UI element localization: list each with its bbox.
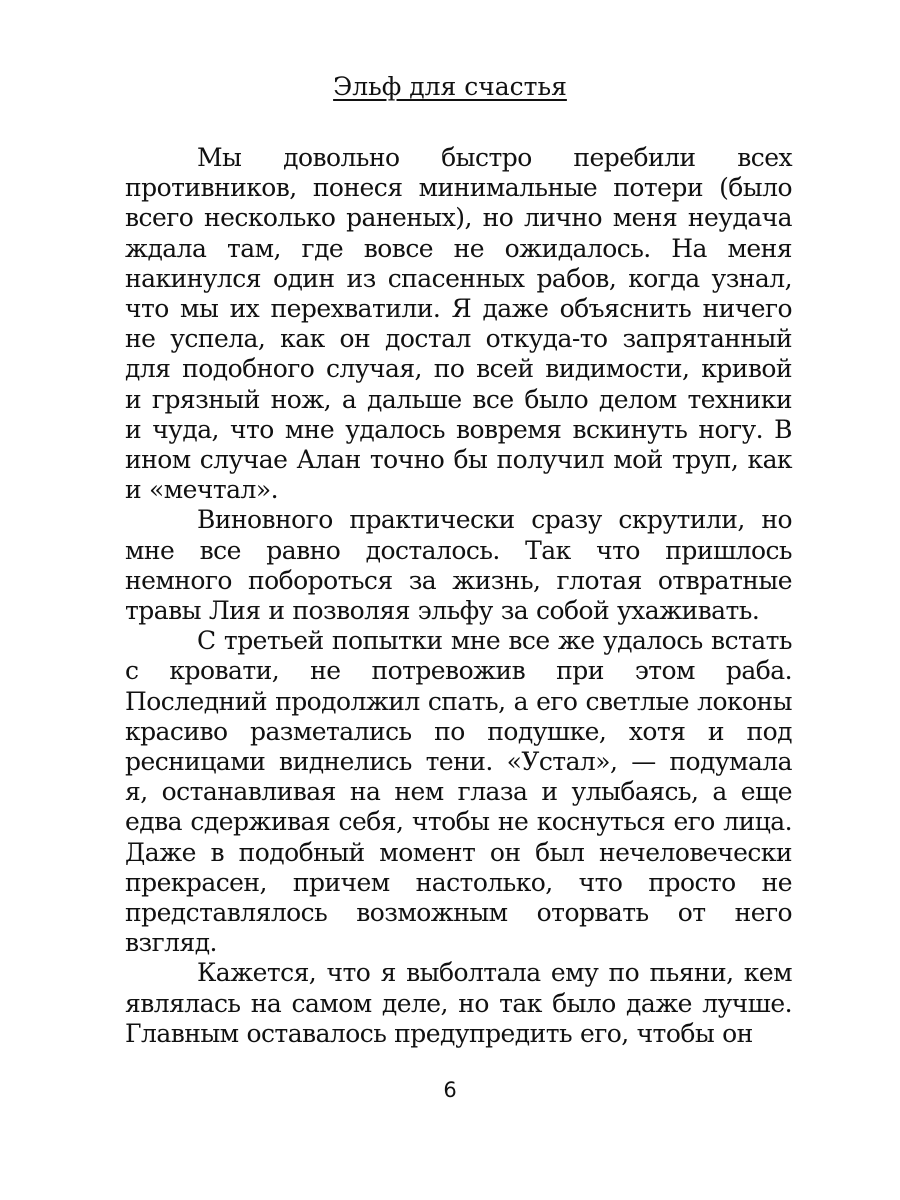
paragraph-1: Мы довольно быстро перебили всех противников, понеся минимальные потери (было всего несколько раненых), но лично меня неудача ждала там, где вовсе не ожидалось. На меня накинулся один из спасенных рабов, когда узнал, что мы их перехватили. Я даже объяснить ничего не успела, как он достал откуда-то запрятанный для подобного случая, по всей видимости, кривой и грязный нож, а дальше все было делом техники и чуда, что мне удалось вовремя вскинуть ногу. В ином случае Алан точно бы получил мой труп, как и «мечтал». [125,143,792,505]
paragraph-2: Виновного практически сразу скрутили, но мне все равно досталось. Так что пришлось немного побороться за жизнь, глотая отвратные травы Лия и позволяя эльфу за собой ухаживать. [125,505,792,626]
paragraph-3: С третьей попытки мне все же удалось встать с кровати, не потревожив при этом раба. Последний продолжил спать, а его светлые локоны красиво разметались по подушке, хотя и под ресницами виднелись тени. «Устал», — подумала я, останавливая на нем глаза и улыбаясь, а еще едва сдерживая себя, чтобы не коснуться его лица. Даже в подобный момент он был нечеловечески прекрасен, причем настолько, что просто не представлялось возможным оторвать от него взгляд. [125,626,792,958]
page-number: 6 [443,1078,457,1102]
running-title-text: Эльф для счастья [333,72,567,101]
running-title [0,70,900,104]
body-text [125,143,792,1049]
paragraph-4: Кажется, что я выболтала ему по пьяни, кем являлась на самом деле, но так было даже лучше. Главным оставалось предупредить его, чтобы он [125,958,792,1048]
